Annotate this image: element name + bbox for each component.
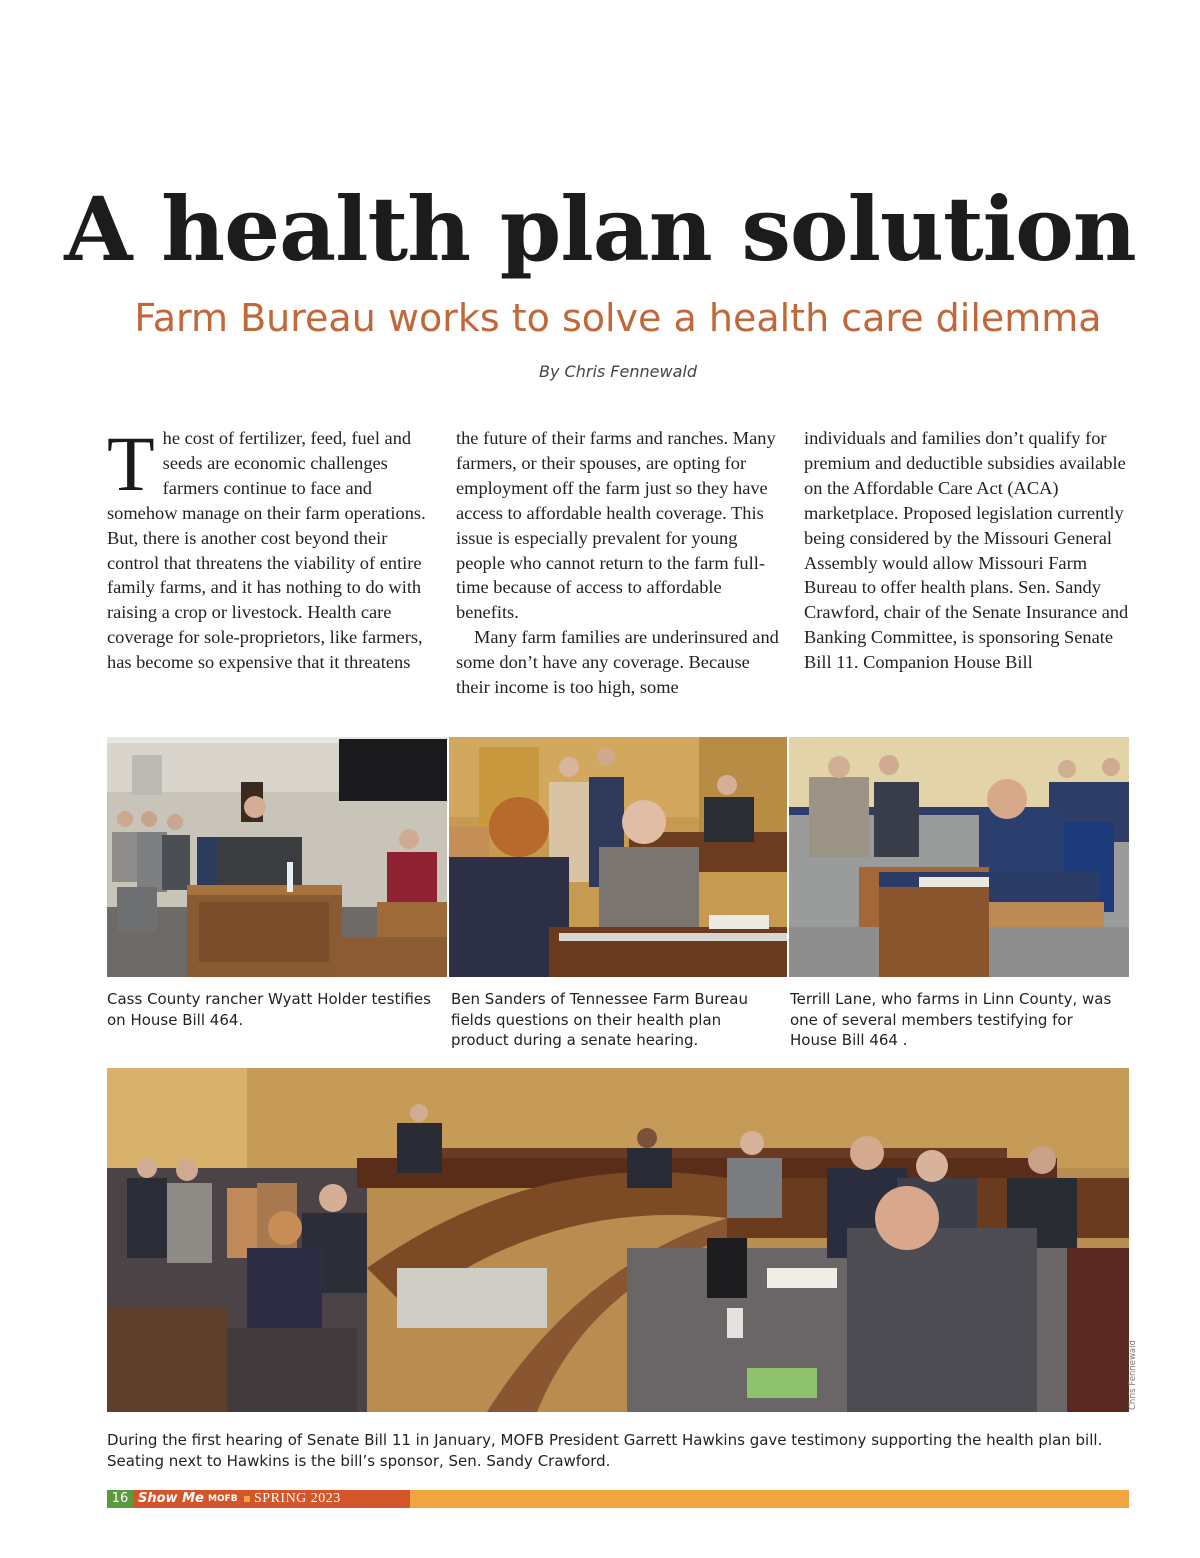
photo-ben-sanders (449, 737, 787, 977)
body-column-2 (456, 426, 781, 700)
footer-separator-square (244, 1496, 250, 1502)
body-text: he cost of fertilizer, feed, fuel and seeds are economic challenges farmers continue to face and somehow manage on their farm operations. But, there is another cost beyond their control that threatens the viability of entire family farms, and it has nothing to do with raising a crop or livestock. Health care coverage for sole-proprietors, like farmers, has become so expensive that it threatens (107, 428, 426, 673)
drop-cap: T (107, 420, 155, 507)
article-headline: A health plan solution (64, 177, 1136, 281)
photo-credit: Chris Fennewald (1128, 1340, 1138, 1410)
body-column-3 (804, 426, 1129, 675)
magazine-brand: Show Me (138, 1491, 204, 1506)
page-number: 16 (107, 1490, 133, 1508)
photo-terrill-lane (789, 737, 1129, 977)
magazine-brand-sub: MOFB (208, 1494, 238, 1504)
article-byline: By Chris Fennewald (539, 362, 697, 381)
photo-senate-hearing (107, 1068, 1129, 1412)
photo-wyatt-holder (107, 737, 447, 977)
photo-caption-3: Terrill Lane, who farms in Linn County, was one of several members testifying for House Bill 464 . (790, 990, 1112, 1049)
photo-caption-2: Ben Sanders of Tennessee Farm Bureau fields questions on their health plan product during a senate hearing. (451, 990, 748, 1049)
issue-label: SPRING 2023 (254, 1491, 341, 1506)
body-paragraph: Many farm families are underinsured and some don’t have any coverage. Because their income is too high, some (456, 627, 779, 698)
article-subhead: Farm Bureau works to solve a health care dilemma (134, 296, 1102, 340)
photo-caption-1: Cass County rancher Wyatt Holder testifies on House Bill 464. (107, 990, 431, 1029)
body-paragraph: the future of their farms and ranches. Many farmers, or their spouses, are opting for employment off the farm just so they have access to affordable health coverage. This issue is especially prevalent for young people who cannot return to the farm full-time because of access to affordable benefits. (456, 428, 776, 623)
body-paragraph (107, 420, 432, 675)
body-paragraph: individuals and families don’t qualify for premium and deductible subsidies available on the Affordable Care Act (ACA) marketplace. Proposed legislation currently being considered by the Missouri General Assembly would allow Missouri Farm Bureau to offer health plans. Sen. Sandy Crawford, chair of the Senate Insurance and Banking Committee, is sponsoring Senate Bill 11. Companion House Bill (804, 428, 1129, 673)
photo-caption-4: During the first hearing of Senate Bill 11 in January, MOFB President Garrett Hawkins gave testimony supporting the health plan bill. Seating next to Hawkins is the bill’s sponsor, Sen. Sandy Crawford. (107, 1431, 1103, 1470)
body-column-1 (107, 420, 432, 675)
